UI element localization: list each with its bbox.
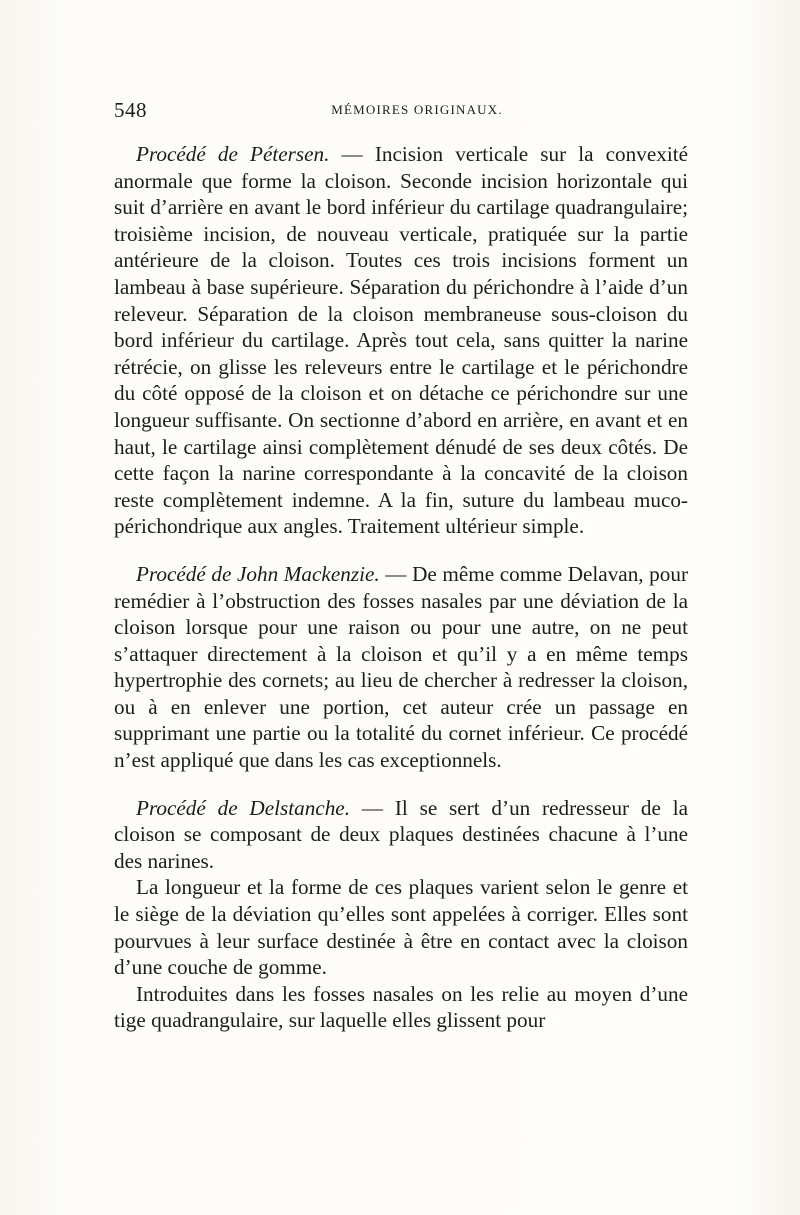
procedure-title-mackenzie: Procédé de John Mackenzie. (136, 561, 380, 586)
paragraph-text: Incision verticale sur la convexité anormale que forme la cloison. Seconde incision horizontale qui suit d’arrière en avant le bord inférieur du cartilage quadrangulaire; troisième incision, de nouveau verticale, pratiquée sur la partie antérieure de la cloison. Toutes ces trois incisions forment un lambeau à base supérieure. Séparation du périchondre à l’aide d’un releveur. Séparation de la cloison membraneuse sous-cloison du bord inférieur du cartilage. Après tout cela, sans quitter la narine rétrécie, on glisse les releveurs entre le cartilage et le périchondre du côté opposé de la cloison et on détache ce périchondre sur une longueur suffisante. On sectionne d’abord en arrière, en avant et en haut, le cartilage ainsi complètement dénudé de ses deux côtés. De cette façon la narine correspondante à la concavité de la cloison reste complètement indemne. A la fin, suture du lambeau muco-périchondrique aux angles. Traitement ultérieur simple. (114, 142, 688, 539)
paragraph-text: Il se sert d’un redresseur de la cloison se composant de deux plaques destinées chacune à l’une des narines. (114, 795, 689, 873)
body-text (114, 141, 688, 1034)
paragraph-petersen (114, 141, 688, 540)
em-dash: — (341, 142, 363, 166)
page-number: 548 (114, 98, 147, 122)
paragraph-text: De même comme Delavan, pour remédier à l’obstruction des fosses nasales par une déviation de la cloison lorsque pour une raison ou pour une autre, on ne peut s’attaquer directement à la cloison et qu’il y a en même temps hypertrophie des cornets; au lieu de chercher à redresser la cloison, ou à en enlever une portion, cet auteur crée un passage en supprimant une partie ou la totalité du cornet inférieur. Ce procédé n’est appliqué que dans les cas exceptionnels. (114, 561, 689, 773)
paragraph-plaques (114, 874, 688, 980)
paragraph-introduites (114, 981, 688, 1034)
procedure-title-petersen: Procédé de Pétersen. (136, 142, 330, 166)
paragraph-delstanche (114, 795, 688, 875)
running-title: MÉMOIRES ORIGINAUX. (331, 102, 503, 117)
paragraph-text: La longueur et la forme de ces plaques varient selon le genre et le siège de la déviation qu’elles sont appelées à corriger. Elles sont pourvues à leur surface destinée à être en contact avec la cloison d’une couche de gomme. (114, 875, 688, 980)
paragraph-mackenzie (114, 561, 688, 774)
em-dash: — (385, 561, 407, 586)
procedure-title-delstanche: Procédé de Delstanche. (136, 795, 351, 820)
paragraph-text: Introduites dans les fosses nasales on les relie au moyen d’une tige quadrangulaire, sur laquelle elles glissent pour (114, 981, 688, 1033)
running-head (114, 98, 688, 128)
em-dash: — (361, 795, 384, 820)
